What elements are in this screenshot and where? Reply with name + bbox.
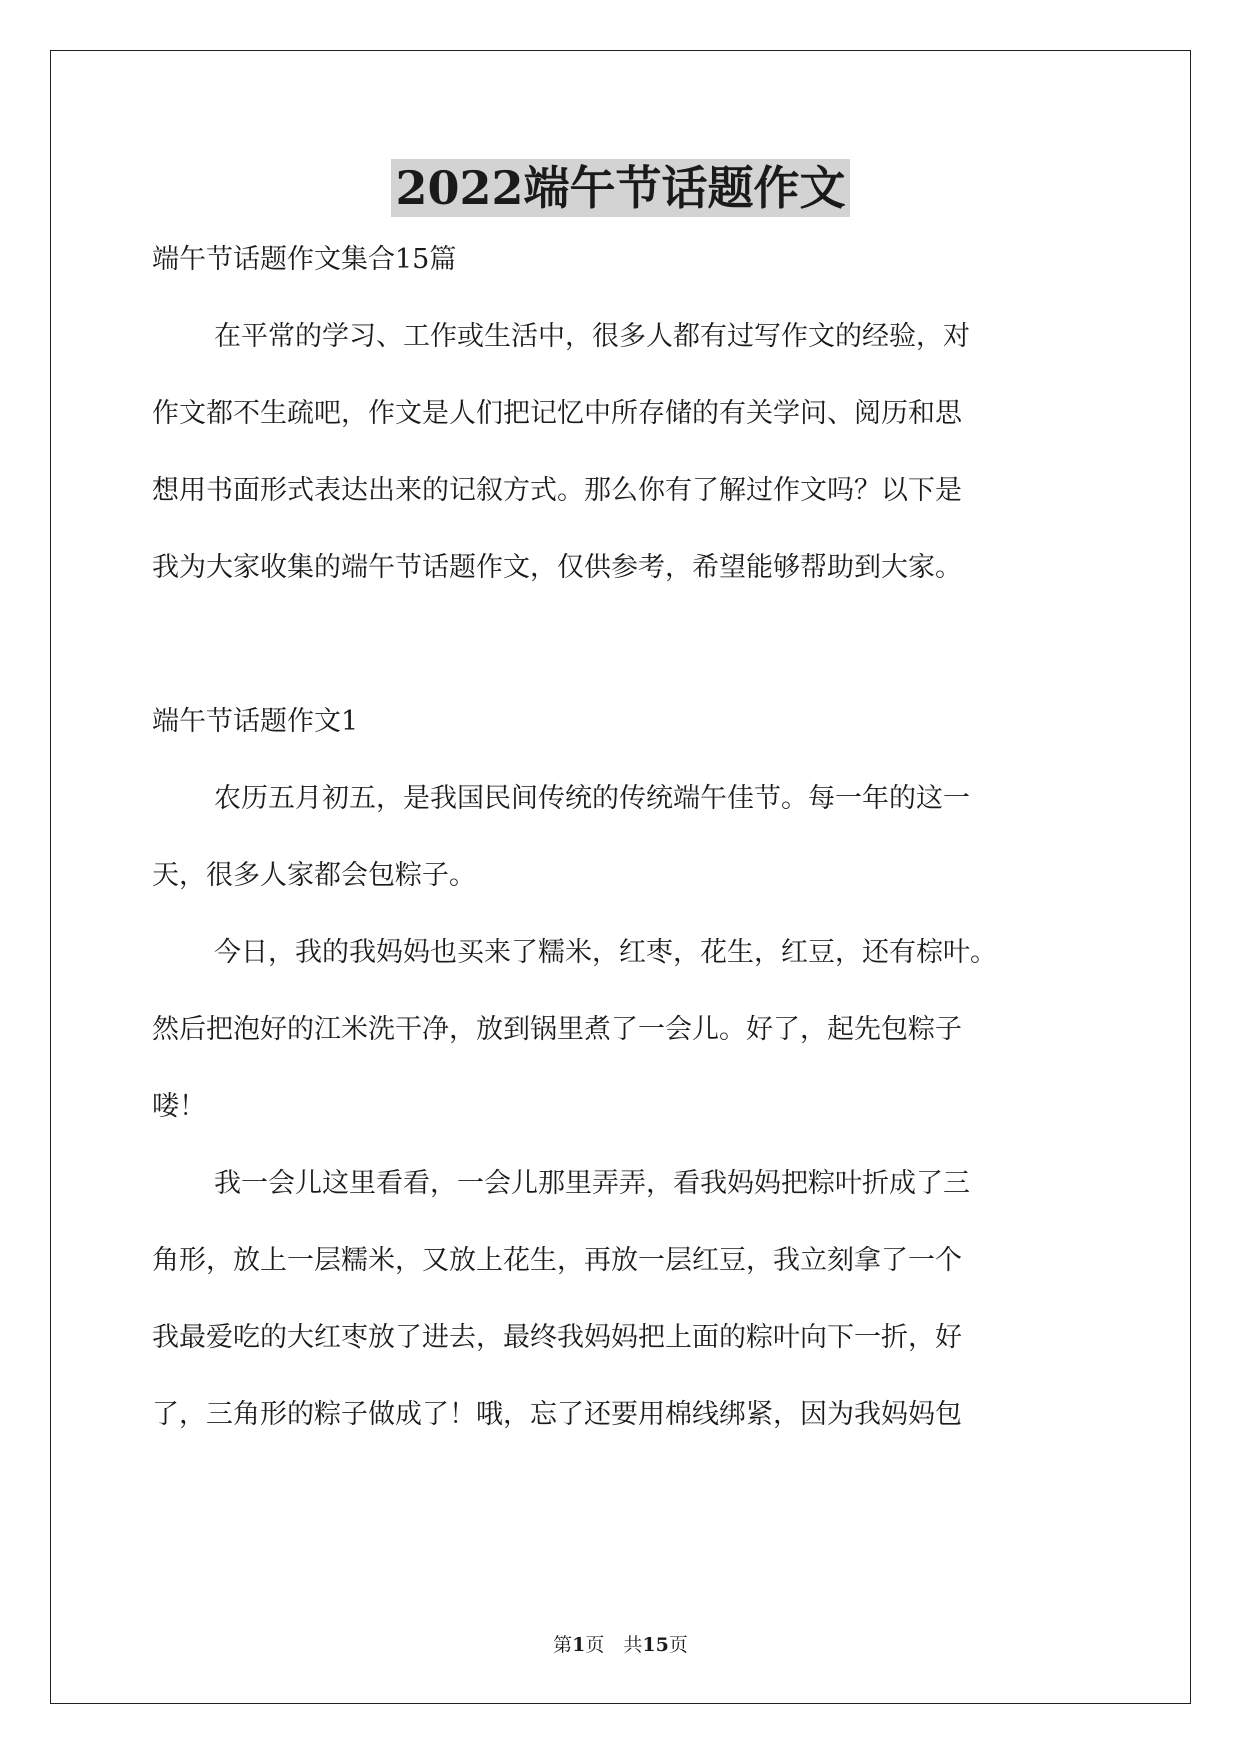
body-line: 角形，放上一层糯米，又放上花生，再放一层红豆，我立刻拿了一个 [152,1245,962,1276]
subtitle: 端午节话题作文集合15篇 [152,244,457,275]
page-footer [0,1633,1241,1657]
blank-line [152,625,1092,702]
body-line: 今日，我的我妈妈也买来了糯米，红枣，花生，红豆，还有棕叶。 [214,937,997,968]
current-page-number: 1 [572,1634,586,1656]
section-heading: 端午节话题作文1 [152,706,359,737]
body-line: 然后把泡好的江米洗干净，放到锅里煮了一会儿。好了，起先包粽子 [152,1014,962,1045]
title-text: 2022端午节话题作文 [391,159,849,217]
page-mid: 页 共 [585,1634,643,1656]
intro-line: 我为大家收集的端午节话题作文，仅供参考，希望能够帮助到大家。 [152,552,962,583]
body-line: 天，很多人家都会包粽子。 [152,860,476,891]
page-suffix: 页 [668,1634,688,1656]
body-line: 农历五月初五，是我国民间传统的传统端午佳节。每一年的这一 [214,783,970,814]
body-line: 我一会儿这里看看，一会儿那里弄弄，看我妈妈把粽叶折成了三 [214,1168,970,1199]
intro-line: 作文都不生疏吧，作文是人们把记忆中所存储的有关学问、阅历和思 [152,398,962,429]
body-line: 喽！ [152,1091,206,1122]
document-body [152,240,1092,1472]
total-page-number: 15 [642,1634,669,1656]
page-prefix: 第 [553,1634,573,1656]
intro-line: 在平常的学习、工作或生活中，很多人都有过写作文的经验，对 [214,321,970,352]
body-line: 我最爱吃的大红枣放了进去，最终我妈妈把上面的粽叶向下一折，好 [152,1322,962,1353]
body-line: 了，三角形的粽子做成了！哦，忘了还要用棉线绑紧，因为我妈妈包 [152,1399,962,1430]
intro-line: 想用书面形式表达出来的记叙方式。那么你有了解过作文吗？以下是 [152,475,962,506]
document-title [0,160,1241,216]
